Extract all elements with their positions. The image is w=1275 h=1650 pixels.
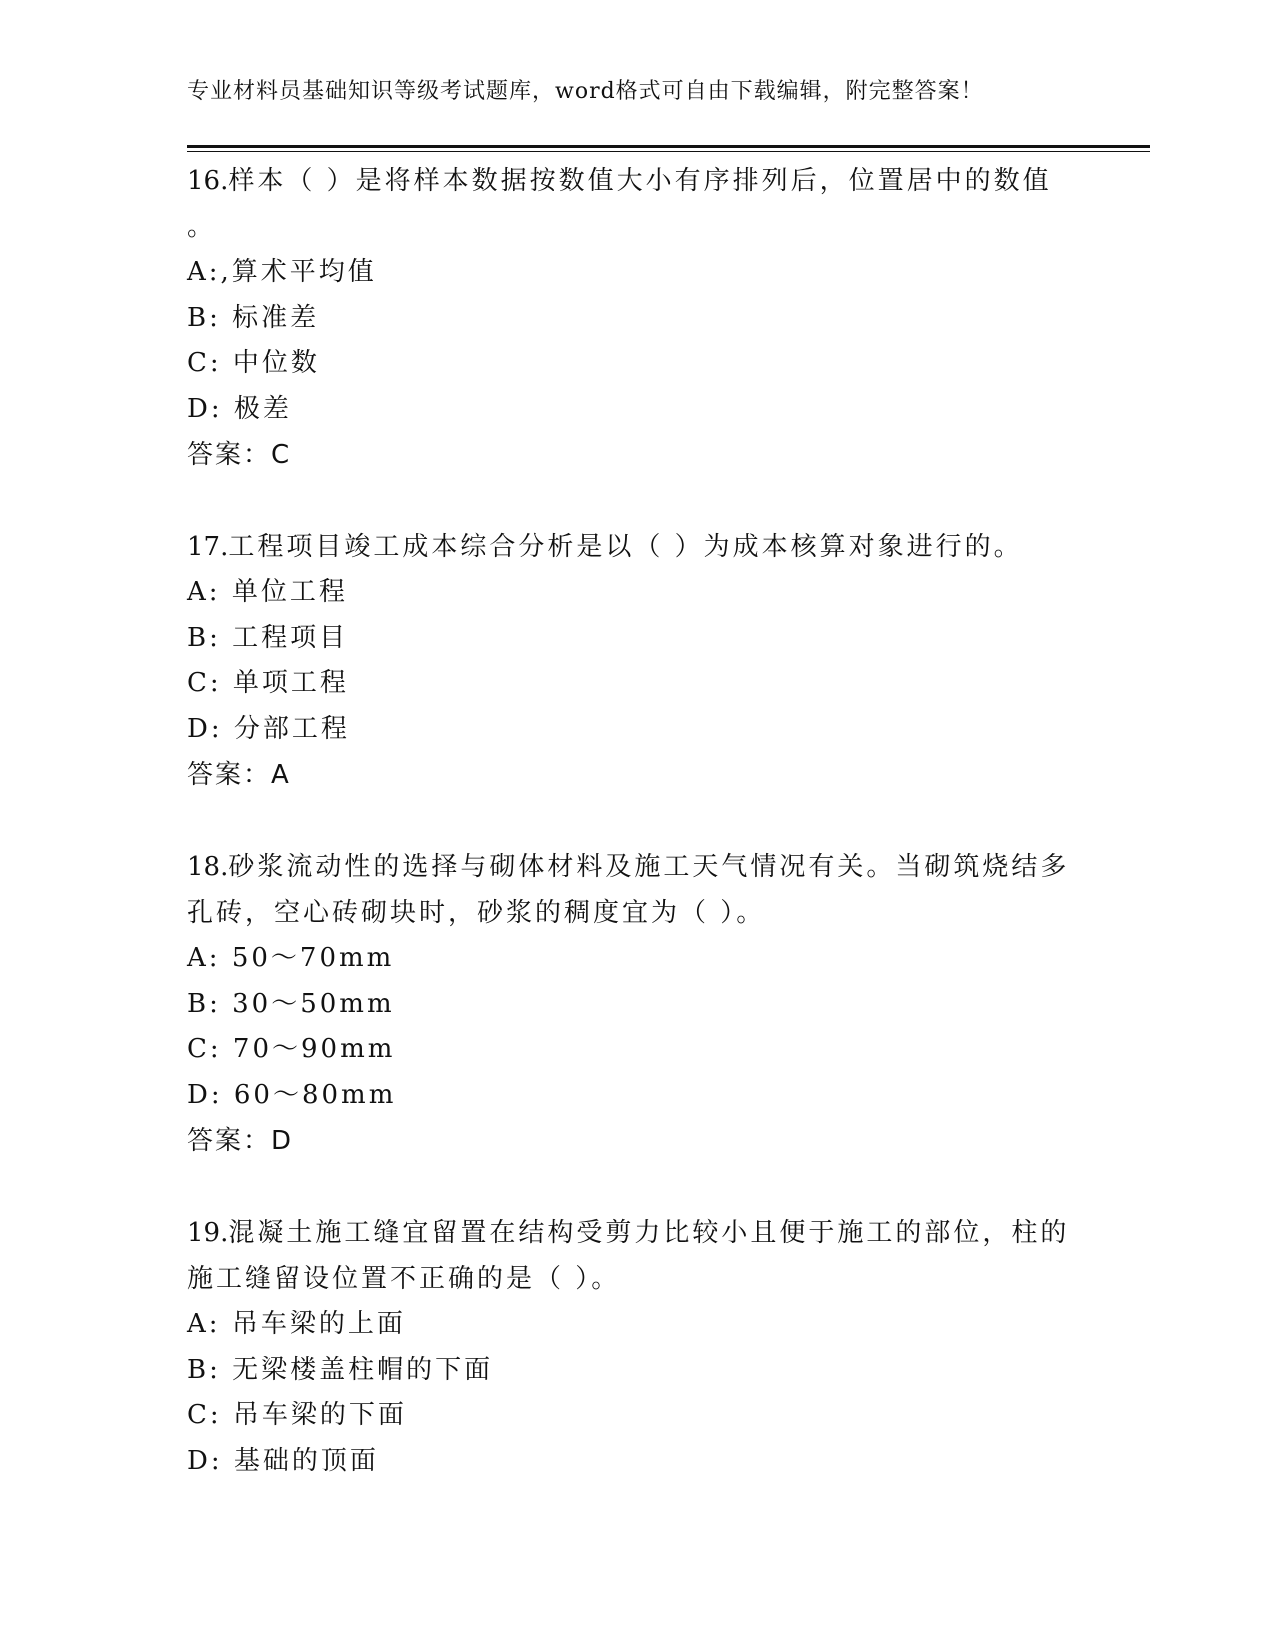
option-letter: D: (187, 1445, 223, 1476)
question-stem-line: 施工缝留设位置不正确的是（ ）。 (187, 1264, 621, 1294)
option-text: 极差 (233, 393, 292, 424)
option-d (187, 1439, 1087, 1485)
question-stem (187, 1210, 1087, 1256)
option-letter: C: (187, 348, 222, 378)
option-c (187, 341, 1087, 387)
option-text: 60～80mm (233, 1079, 397, 1110)
option-text: 吊车梁的上面 (231, 1309, 406, 1339)
option-a (187, 1302, 1087, 1348)
question-number: 17. (187, 532, 229, 562)
option-text: 单位工程 (231, 577, 348, 607)
question-stem-line: 孔砖，空心砖砌块时，砂浆的稠度宜为（ ）。 (187, 898, 766, 928)
option-text: ,算术平均值 (220, 257, 377, 287)
option-text: 无梁楼盖柱帽的下面 (232, 1354, 494, 1385)
option-c (187, 1393, 1087, 1439)
option-b (187, 296, 1087, 342)
option-text: 中位数 (232, 348, 320, 378)
question-stem (187, 524, 1087, 570)
question-stem-line: 。 (187, 212, 217, 242)
question-16 (187, 158, 1087, 478)
option-a (187, 250, 1087, 296)
option-text: 吊车梁的下面 (232, 1400, 407, 1430)
question-list (187, 158, 1087, 1484)
option-letter: B: (187, 988, 221, 1019)
option-letter: C: (187, 1400, 222, 1430)
option-b (187, 982, 1087, 1028)
option-d (187, 1073, 1087, 1119)
option-letter: A: (187, 577, 221, 607)
option-a (187, 570, 1087, 616)
question-stem-line: 砂浆流动性的选择与砌体材料及施工天气情况有关。当砌筑烧结多 (228, 852, 1070, 882)
answer-line: 答案：C (187, 440, 292, 470)
question-number: 18. (187, 852, 229, 882)
option-text: 70～90mm (232, 1034, 396, 1064)
question-stem-line: 样本（ ）是将样本数据按数值大小有序排列后，位置居中的数值 (228, 166, 1052, 196)
option-a (187, 936, 1087, 982)
option-d (187, 387, 1087, 433)
option-text: 50～70mm (231, 943, 395, 973)
option-text: 标准差 (232, 302, 320, 333)
option-letter: A: (187, 943, 221, 973)
option-letter: C: (187, 1034, 222, 1064)
answer-line: 答案：D (187, 1126, 294, 1156)
option-letter: A: (187, 257, 221, 287)
page-header: 专业材料员基础知识等级考试题库，word格式可自由下载编辑，附完整答案！ (187, 79, 984, 104)
option-text: 基础的顶面 (233, 1445, 379, 1476)
answer-line: 答案：A (187, 760, 291, 790)
option-letter: B: (187, 622, 221, 653)
option-c (187, 661, 1087, 707)
question-17 (187, 524, 1087, 798)
option-letter: B: (187, 302, 221, 333)
option-b (187, 1348, 1087, 1394)
header-rule-thick (187, 145, 1150, 148)
header-rule-thin (187, 151, 1150, 152)
question-number: 19. (187, 1218, 229, 1248)
option-d (187, 707, 1087, 753)
option-letter: D: (187, 713, 223, 744)
option-b (187, 616, 1087, 662)
option-text: 分部工程 (233, 713, 350, 744)
option-c (187, 1027, 1087, 1073)
option-letter: D: (187, 393, 223, 424)
question-18 (187, 844, 1087, 1164)
question-number: 16. (187, 166, 229, 196)
question-stem-line: 混凝土施工缝宜留置在结构受剪力比较小且便于施工的部位，柱的 (228, 1218, 1070, 1248)
option-text: 单项工程 (232, 668, 349, 698)
option-text: 30～50mm (232, 988, 395, 1019)
question-stem (187, 844, 1087, 890)
option-text: 工程项目 (232, 622, 349, 653)
option-letter: C: (187, 668, 222, 698)
option-letter: B: (187, 1354, 221, 1385)
question-stem (187, 158, 1087, 204)
option-letter: D: (187, 1079, 223, 1110)
question-stem-line: 工程项目竣工成本综合分析是以（ ）为成本核算对象进行的。 (228, 532, 1023, 562)
question-19 (187, 1210, 1087, 1484)
option-letter: A: (187, 1309, 221, 1339)
